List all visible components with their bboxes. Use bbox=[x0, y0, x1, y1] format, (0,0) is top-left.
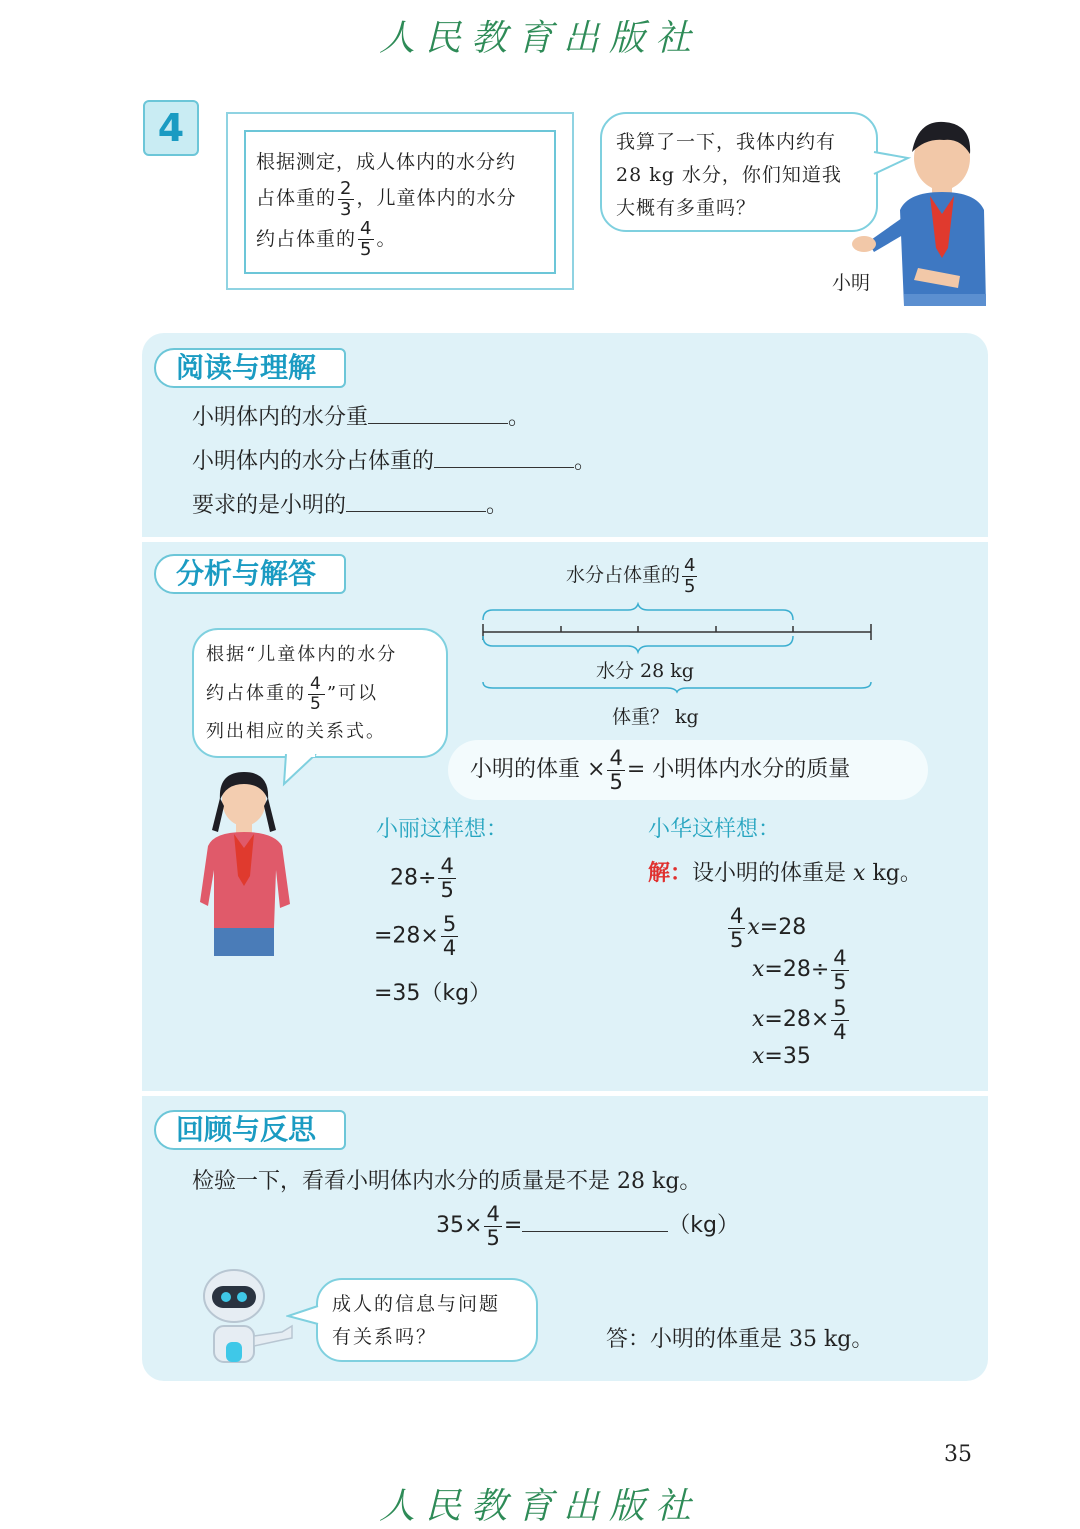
solve-label: 解： bbox=[648, 860, 693, 886]
xiaohua-eq-2-fraction bbox=[831, 945, 848, 994]
robot-speech-bubble bbox=[316, 1278, 538, 1362]
intro-line-2 bbox=[256, 178, 546, 219]
adult-fraction bbox=[338, 177, 354, 220]
relation-pill bbox=[448, 740, 928, 800]
xiaoli-title: 小丽这样想： bbox=[376, 817, 509, 842]
relation-fraction-den: 5 bbox=[609, 769, 623, 794]
girl-bubble-line-1: 根据“儿童体内的水分 bbox=[206, 644, 398, 665]
check-equation bbox=[436, 1200, 739, 1252]
xiaohua-eq-3-pre: =28× bbox=[764, 1007, 830, 1032]
ming-bubble-line-3: 大概有多重吗？ bbox=[616, 197, 757, 219]
xiaohua-eq-3-fraction-den: 4 bbox=[833, 1019, 847, 1044]
xiaoli-step-1 bbox=[390, 856, 458, 901]
ming-name-label: 小明 bbox=[832, 272, 871, 294]
check-fraction bbox=[484, 1201, 501, 1250]
read-line-3-blank[interactable] bbox=[346, 511, 486, 512]
intro-line-2-post: ，儿童体内的水分 bbox=[356, 187, 517, 209]
girl-bubble-line-2 bbox=[206, 672, 434, 716]
check-blank[interactable] bbox=[522, 1231, 668, 1232]
diagram-top-label bbox=[566, 552, 699, 598]
xiaohua-eq-4-var: x bbox=[752, 1044, 765, 1069]
problem-number-badge bbox=[143, 100, 199, 156]
robot-illustration bbox=[196, 1266, 300, 1366]
diagram-top-fraction-den: 5 bbox=[684, 575, 696, 597]
intro-line-2-pre: 占体重的 bbox=[256, 187, 337, 209]
xiaoli-illustration bbox=[196, 770, 296, 956]
xiaohua-eq-2-var: x bbox=[752, 957, 765, 982]
xiaohua-solve-line bbox=[648, 856, 922, 887]
intro-line-3-pre: 约占体重的 bbox=[256, 227, 357, 250]
girl-bubble-fraction bbox=[308, 673, 325, 714]
xiaohua-eq-4 bbox=[752, 1044, 811, 1069]
ming-speech-bubble bbox=[600, 112, 878, 232]
xiaohua-eq-1-post: =28 bbox=[759, 915, 807, 940]
girl-bubble-line-2-post: ”可以 bbox=[326, 683, 379, 704]
analysis-section-title bbox=[154, 554, 346, 594]
xiaohua-title: 小华这样想： bbox=[648, 817, 781, 842]
child-fraction-num: 4 bbox=[360, 218, 373, 239]
check-unit: （kg） bbox=[668, 1213, 739, 1238]
read-line-2-blank[interactable] bbox=[434, 467, 574, 468]
xiaoli-step-1-fraction-num: 4 bbox=[440, 854, 454, 878]
child-fraction-den: 5 bbox=[360, 239, 373, 260]
brace-top bbox=[483, 604, 793, 620]
xiaohua-eq-2 bbox=[752, 944, 851, 996]
xiaohua-eq-3-var: x bbox=[752, 1007, 765, 1032]
read-line-2-period: 。 bbox=[574, 449, 597, 474]
xiaoli-step-1-fraction bbox=[438, 856, 455, 901]
read-line-1-text: 小明体内的水分重 bbox=[192, 405, 369, 430]
diagram-top-fraction bbox=[682, 554, 697, 597]
read-line-2 bbox=[192, 446, 596, 478]
solve-unit: kg。 bbox=[865, 861, 922, 886]
check-fraction-num: 4 bbox=[486, 1201, 500, 1226]
review-line-1: 检验一下，看看小明体内水分的质量是不是 28 kg。 bbox=[192, 1169, 702, 1194]
xiaohua-eq-2-fraction-den: 5 bbox=[833, 969, 847, 994]
ming-bubble-line-1: 我算了一下，我体内约有 bbox=[616, 131, 837, 153]
check-pre: 35× bbox=[436, 1213, 483, 1238]
solve-var: x bbox=[853, 861, 866, 886]
girl-bubble-line-3: 列出相应的关系式。 bbox=[206, 721, 386, 742]
adult-fraction-num: 2 bbox=[340, 177, 353, 199]
xiaohua-eq-1-fraction-den: 5 bbox=[730, 927, 744, 952]
brace-water bbox=[483, 636, 793, 652]
diagram-top-fraction-num: 4 bbox=[684, 554, 696, 576]
intro-line-3-post: 。 bbox=[376, 227, 397, 250]
solve-text: 设小明的体重是 bbox=[692, 861, 847, 886]
diagram-top-label-text: 水分占体重的 bbox=[566, 564, 681, 586]
xiaoli-step-2-pre: =28× bbox=[374, 923, 439, 949]
diagram-weight-label: 体重？ kg bbox=[612, 706, 699, 728]
read-line-1-blank[interactable] bbox=[368, 423, 508, 424]
brace-weight bbox=[483, 682, 871, 692]
divider-1 bbox=[142, 537, 988, 542]
xiaohua-eq-2-fraction-num: 4 bbox=[833, 945, 847, 970]
intro-line-1: 根据测定，成人体内的水分约 bbox=[256, 151, 517, 173]
read-line-1-period: 。 bbox=[508, 405, 531, 430]
xiaohua-eq-3 bbox=[752, 994, 851, 1046]
review-section-title bbox=[154, 1110, 346, 1150]
relation-pre: 小明的体重 × bbox=[470, 757, 606, 782]
check-fraction-den: 5 bbox=[486, 1225, 500, 1250]
read-line-3-period: 。 bbox=[486, 493, 509, 518]
xiaohua-eq-3-fraction-num: 5 bbox=[833, 995, 847, 1020]
robot-bubble-line-1: 成人的信息与问题 bbox=[332, 1293, 501, 1315]
girl-bubble-fraction-num: 4 bbox=[310, 673, 323, 694]
publisher-watermark-bottom: 人民教育出版社 bbox=[378, 1486, 701, 1527]
intro-box-inner bbox=[244, 130, 556, 274]
read-line-3-text: 要求的是小明的 bbox=[192, 493, 347, 518]
xiaoli-step-2-fraction-num: 5 bbox=[442, 912, 457, 936]
read-line-1 bbox=[192, 402, 530, 434]
relation-fraction bbox=[607, 745, 624, 794]
xiaoli-step-1-fraction-den: 5 bbox=[440, 878, 454, 902]
read-line-3 bbox=[192, 490, 508, 522]
diagram-water-label: 水分 28 kg bbox=[596, 660, 694, 682]
girl-bubble-fraction-den: 5 bbox=[310, 693, 323, 714]
problem-number: 4 bbox=[157, 106, 185, 150]
page-number: 35 bbox=[944, 1442, 972, 1467]
girl-speech-bubble bbox=[192, 628, 448, 758]
robot-bubble-line-2: 有关系吗？ bbox=[332, 1326, 438, 1348]
xiaoli-step-3: =35（kg） bbox=[374, 981, 492, 1006]
intro-box-outer bbox=[226, 112, 574, 290]
xiaohua-eq-1-var: x bbox=[747, 915, 760, 940]
ming-bubble-line-2: 28 kg 水分，你们知道我 bbox=[616, 164, 842, 186]
intro-line-3 bbox=[256, 219, 546, 260]
xiaohua-eq-3-fraction bbox=[831, 995, 848, 1044]
read-section-title bbox=[154, 348, 346, 388]
read-section-title-text: 阅读与理解 bbox=[176, 351, 317, 384]
xiaoli-step-1-pre: 28÷ bbox=[390, 865, 437, 891]
girl-bubble-line-2-pre: 约占体重的 bbox=[206, 683, 306, 704]
xiaohua-eq-4-post: =35 bbox=[764, 1044, 811, 1069]
check-equals: = bbox=[503, 1213, 523, 1238]
xiaohua-eq-1-fraction bbox=[728, 903, 745, 952]
divider-2 bbox=[142, 1091, 988, 1096]
xiaoli-step-2-fraction bbox=[441, 914, 458, 959]
analysis-section-title-text: 分析与解答 bbox=[176, 557, 317, 590]
xiaoli-step-2 bbox=[374, 914, 460, 959]
review-section-title-text: 回顾与反思 bbox=[176, 1113, 317, 1146]
xiaohua-eq-1-fraction-num: 4 bbox=[730, 903, 744, 928]
adult-fraction-den: 3 bbox=[340, 198, 353, 220]
read-line-2-text: 小明体内的水分占体重的 bbox=[192, 449, 435, 474]
robot-bubble-tail bbox=[286, 1304, 320, 1328]
answer-line: 答：小明的体重是 35 kg。 bbox=[606, 1327, 874, 1352]
child-fraction bbox=[358, 220, 374, 259]
relation-post: = 小明体内水分的质量 bbox=[626, 757, 851, 782]
relation-fraction-num: 4 bbox=[609, 745, 623, 770]
xiaoli-step-2-fraction-den: 4 bbox=[442, 936, 457, 960]
xiaohua-eq-2-pre: =28÷ bbox=[764, 957, 830, 982]
publisher-watermark-top: 人民教育出版社 bbox=[378, 18, 701, 59]
